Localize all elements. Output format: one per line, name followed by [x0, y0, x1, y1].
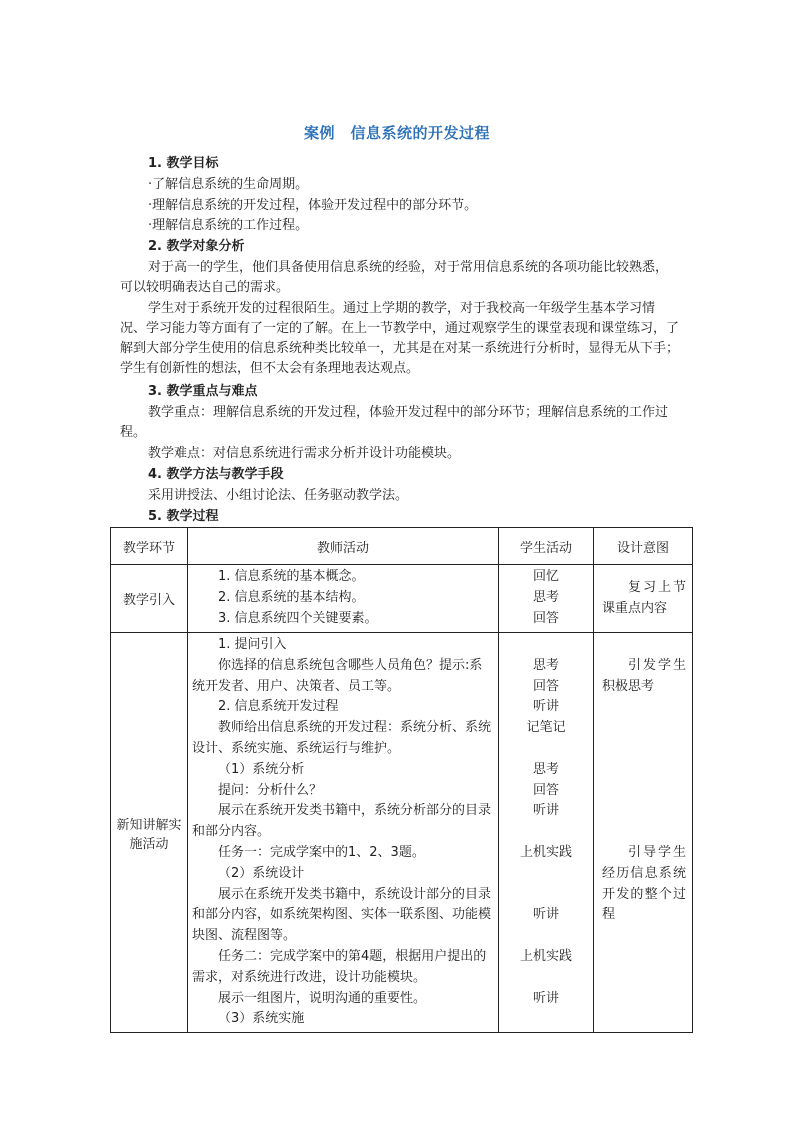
document-title: 案例 信息系统的开发过程	[303, 124, 490, 142]
header-intent: 设计意图	[594, 528, 693, 565]
teacher-activity-cell	[188, 565, 499, 633]
table-header-row	[111, 528, 693, 565]
objective-item: ·了解信息系统的生命周期。	[148, 177, 309, 192]
stage-cell: 教学引入	[111, 565, 188, 633]
student-activity: 回答	[532, 678, 559, 694]
objective-item: ·理解信息系统的开发过程，体验开发过程中的部分环节。	[148, 198, 478, 213]
student-activity: 回忆	[532, 569, 559, 585]
design-intent-cell	[594, 633, 693, 1033]
design-intent-text: 引导学生经历信息系统开发的整个过程	[602, 844, 686, 923]
student-activity: 听讲	[532, 699, 559, 715]
teacher-activity-line: （2）系统设计	[218, 865, 305, 881]
teacher-activity-line: 1. 信息系统的基本概念。	[218, 569, 365, 585]
section-2-heading: 2. 教学对象分析	[148, 239, 245, 254]
student-activity: 上机实践	[519, 948, 572, 964]
teacher-activity-line: 提问：分析什么？	[218, 782, 323, 798]
teacher-activity-line: （1）系统分析	[218, 761, 305, 777]
stage-cell: 新知讲解实施活动	[111, 633, 188, 1033]
section-4-methods: 采用讲授法、小组讨论法、任务驱动教学法。	[148, 488, 409, 503]
student-activity: 记笔记	[526, 720, 566, 736]
student-activity: 回答	[532, 610, 559, 626]
teacher-activity-line: 3. 信息系统四个关键要素。	[218, 610, 378, 626]
table-row	[111, 633, 693, 1033]
teacher-activity-line: （3）系统实施	[218, 1011, 305, 1027]
design-intent-text: 复习上节课重点内容	[602, 579, 686, 616]
student-activity: 听讲	[532, 990, 559, 1006]
teacher-activity-line: 展示在系统开发类书籍中，系统分析部分的目录和部分内容。	[192, 803, 492, 840]
student-activity: 上机实践	[519, 844, 572, 860]
student-activity: 回答	[532, 782, 559, 798]
section-3-difficulties: 教学难点：对信息系统进行需求分析并设计功能模块。	[148, 446, 461, 461]
teacher-activity-line: 任务二：完成学案中的第4题，根据用户提出的需求，对系统进行改进，设计功能模块。	[192, 948, 487, 985]
header-stage: 教学环节	[111, 528, 188, 565]
design-intent-cell	[594, 565, 693, 633]
header-student: 学生活动	[499, 528, 594, 565]
student-activity: 思考	[532, 590, 559, 606]
student-activity-cell	[499, 565, 594, 633]
teaching-process-table	[110, 527, 693, 1033]
teacher-activity-cell	[188, 633, 499, 1033]
section-2-paragraph-1: 对于高一的学生，他们具备使用信息系统的经验，对于常用信息系统的各项功能比较熟悉，可以较明确表达自己的需求。	[120, 260, 669, 295]
student-activity: 听讲	[532, 907, 559, 923]
section-3-key-points: 教学重点：理解信息系统的开发过程，体验开发过程中的部分环节；理解信息系统的工作过程。	[120, 405, 669, 440]
student-activity: 听讲	[532, 803, 559, 819]
section-5-heading: 5. 教学过程	[148, 509, 219, 524]
student-activity: 思考	[532, 657, 559, 673]
section-1-heading: 1. 教学目标	[148, 156, 219, 171]
design-intent-text: 引发学生积极思考	[602, 657, 686, 694]
section-2-paragraph-2: 学生对于系统开发的过程很陌生。通过上学期的教学，对于我校高一年级学生基本学习情况、学习能力等方面有了一定的了解。在上一节教学中，通过观察学生的课堂表现和课堂练习，了解到大部分学生使用的信息系统种类比较单一，尤其是在对某一系统进行分析时，显得无从下手；学生有创新性的想法，但不太会有条理地表达观点。	[120, 301, 680, 376]
objective-item: ·理解信息系统的工作过程。	[148, 218, 309, 233]
student-activity-cell	[499, 633, 594, 1033]
student-activity: 思考	[532, 761, 559, 777]
teacher-activity-line: 展示在系统开发类书籍中，系统设计部分的目录和部分内容，如系统架构图、实体一联系图、功能模块图、流程图等。	[192, 886, 492, 944]
header-teacher: 教师活动	[188, 528, 499, 565]
teacher-activity-line: 1. 提问引入	[218, 637, 287, 652]
teacher-activity-line: 2. 信息系统的基本结构。	[218, 590, 365, 606]
table-row	[111, 565, 693, 633]
teacher-activity-line: 2. 信息系统开发过程	[218, 699, 339, 715]
teacher-activity-line: 教师给出信息系统的开发过程：系统分析、系统设计、系统实施、系统运行与维护。	[192, 720, 492, 756]
section-3-heading: 3. 教学重点与难点	[148, 384, 258, 399]
section-4-heading: 4. 教学方法与教学手段	[148, 467, 284, 482]
teacher-activity-line: 任务一：完成学案中的1、2、3题。	[218, 844, 425, 860]
teacher-activity-line: 你选择的信息系统包含哪些人员角色？提示:系统开发者、用户、决策者、员工等。	[192, 657, 483, 694]
teacher-activity-line: 展示一组图片，说明沟通的重要性。	[218, 990, 427, 1006]
